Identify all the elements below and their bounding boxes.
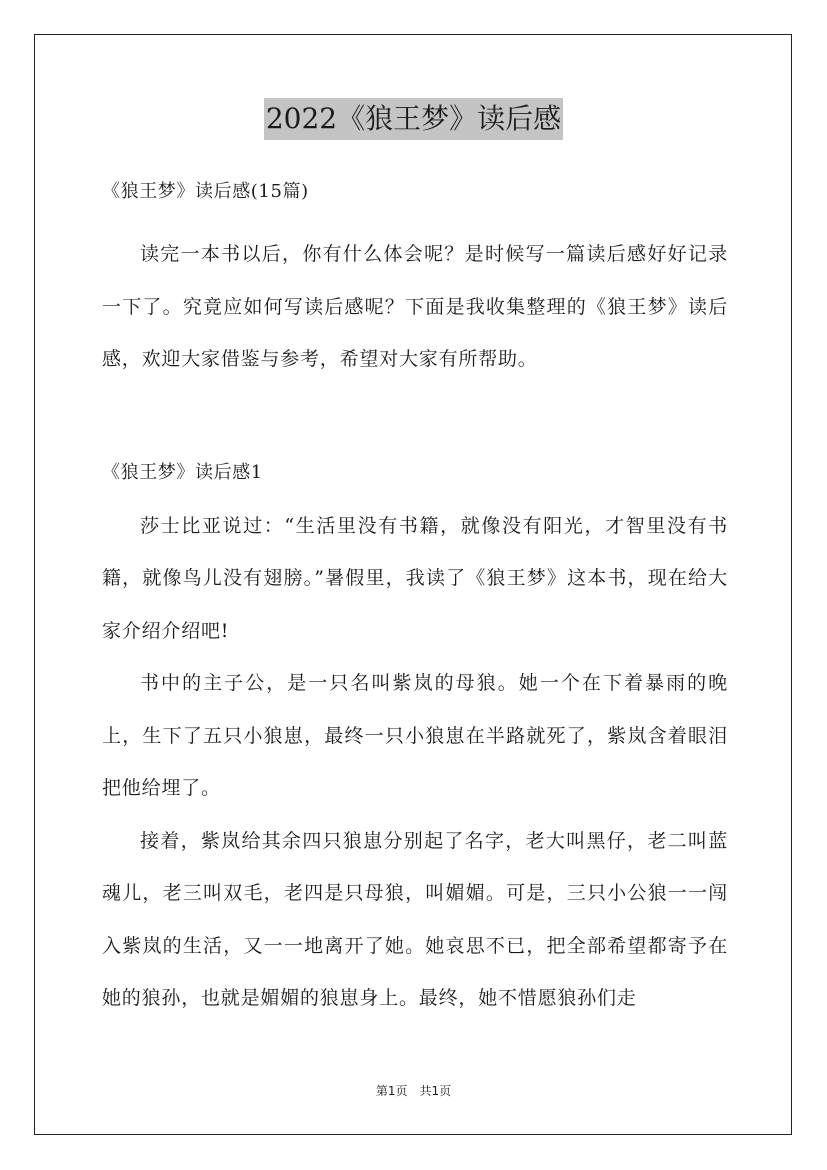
page-footer: 第1页 共1页 — [375, 1084, 452, 1098]
body-paragraph: 接着，紫岚给其余四只狼崽分别起了名字，老大叫黑仔，老二叫蓝魂儿，老三叫双毛，老四是只母狼，叫媚媚。可是，三只小公狼一一闯入紫岚的生活，又一一地离开了她。她哀思不已，把全部希望都寄予在她的狼孙，也就是媚媚的狼崽身上。最终，她不惜愿狼孙们走 — [102, 829, 728, 1009]
intro-paragraph: 读完一本书以后，你有什么体会呢？是时候写一篇读后感好好记录一下了。究竟应如何写读后感呢？下面是我收集整理的《狼王梦》读后感，欢迎大家借鉴与参考，希望对大家有所帮助。 — [102, 243, 728, 370]
body-paragraph: 莎士比亚说过：“生活里没有书籍，就像没有阳光，才智里没有书籍，就像鸟儿没有翅膀。”暑假里，我读了《狼王梦》这本书，现在给大家介绍介绍吧! — [102, 514, 728, 642]
document-body — [102, 173, 728, 1025]
document-title: 2022《狼王梦》读后感 — [264, 98, 563, 140]
section-heading: 《狼王梦》读后感1 — [102, 461, 263, 483]
document-subtitle: 《狼王梦》读后感(15篇) — [102, 181, 309, 202]
body-paragraph: 书中的主子公，是一只名叫紫岚的母狼。她一个在下着暴雨的晚上，生下了五只小狼崽，最终一只小狼崽在半路就死了，紫岚含着眼泪把他给埋了。 — [102, 672, 728, 799]
title-container — [0, 98, 827, 140]
